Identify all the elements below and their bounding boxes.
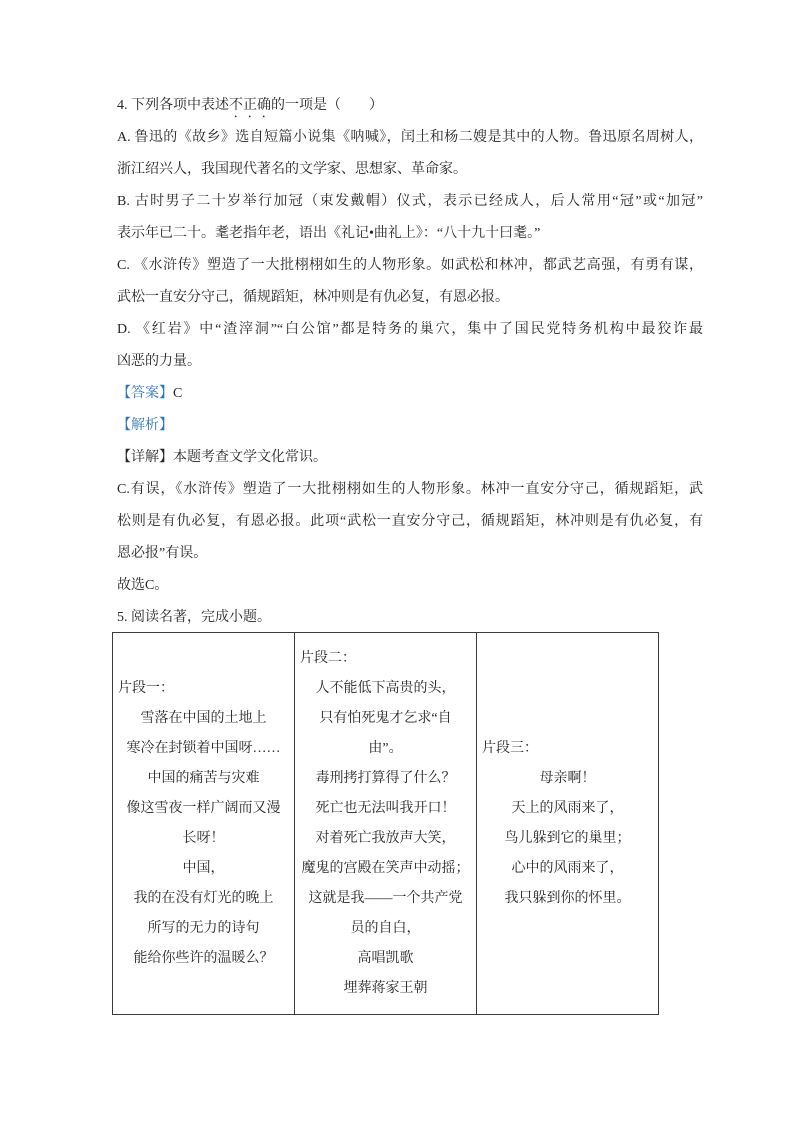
text-line: 浙江绍兴人，我国现代著名的文学家、思想家、革命家。	[117, 162, 467, 177]
text-line: 恩必报”有误。	[117, 546, 208, 561]
question4-option-b	[117, 186, 703, 250]
text-line: A. 鲁迅的《故乡》选自短篇小说集《呐喊》，闰土和杨二嫂是其中的人物。鲁迅原名周树人，	[117, 130, 703, 145]
conclusion-paragraph	[117, 570, 703, 602]
detail-explanation	[117, 474, 703, 570]
detail-heading-line	[117, 442, 703, 474]
text-line: 天上的风雨来了，	[511, 800, 624, 816]
analysis-line	[117, 410, 703, 442]
analysis-paragraph	[117, 410, 703, 442]
question5-stem	[117, 602, 703, 634]
answer-paragraph	[117, 378, 703, 410]
text-line: 表示年已二十。耄老指年老，语出《礼记•曲礼上》：“八十九十曰耄。”	[117, 226, 541, 241]
text-line: 这就是我——一个共产党	[308, 890, 463, 906]
fragment3-poem	[482, 764, 653, 914]
text-line: 像这雪夜一样广阔而又漫	[126, 800, 281, 816]
detail-label: 【详解】	[117, 450, 173, 465]
text-line: 雪落在中国的土地上	[140, 710, 267, 726]
text-line: C. 《水浒传》塑造了一大批栩栩如生的人物形象。如武松和林冲，都武艺高强，有勇有谋，	[117, 258, 703, 273]
question4-option-c	[117, 250, 703, 314]
text-line: 魔鬼的宫殿在笑声中动摇；	[301, 860, 470, 876]
text-line: 中国，	[182, 860, 225, 876]
text-line: 母亲啊！	[539, 770, 596, 786]
question4-stem-suffix: 的一项是（ ）	[271, 98, 383, 113]
question4-stem-line	[117, 90, 703, 122]
text-line: B. 古时男子二十岁举行加冠（束发戴帽）仪式，表示已经成人，后人常用“冠”或“加冠”	[117, 194, 703, 209]
text-line: 只有怕死鬼才乞求“自	[319, 710, 452, 726]
text-line: 由”。	[368, 740, 403, 756]
text-line: 心中的风雨来了，	[511, 860, 624, 876]
text-line: 寒冷在封锁着中国呀……	[126, 740, 281, 756]
question4-stem-emphasized: 不正确	[229, 98, 271, 113]
fragment2-poem	[300, 674, 471, 1004]
fragment3-cell	[477, 633, 659, 1015]
text-line: D. 《红岩》中“渣滓洞”“白公馆”都是特务的巢穴，集中了国民党特务机构中最狡诈最	[117, 322, 703, 337]
text-line: 死亡也无法叫我开口！	[315, 800, 456, 816]
text-line: 我的在没有灯光的晚上	[133, 890, 274, 906]
answer-line	[117, 378, 703, 410]
question4-option-d	[117, 314, 703, 378]
fragment2-cell	[295, 633, 477, 1015]
text-line: 武松一直安分守己，循规蹈矩，林冲则是有仇必复，有恩必报。	[117, 290, 509, 305]
text-line: 毒刑拷打算得了什么？	[315, 770, 456, 786]
text-line: C.有误，《水浒传》塑造了一大批栩栩如生的人物形象。林冲一直安分守己，循规蹈矩，武	[117, 482, 703, 497]
fragment1-cell	[113, 633, 295, 1015]
analysis-label: 【解析】	[117, 418, 173, 433]
text-line: 高唱凯歌	[357, 950, 414, 966]
detail-intro: 本题考查文学文化常识。	[173, 450, 327, 465]
fragment2-label: 片段二：	[300, 650, 356, 666]
question4-stem	[117, 90, 703, 122]
text-line: 员的自白，	[350, 920, 421, 936]
conclusion-line: 故选C。	[117, 578, 169, 593]
text-line: 人不能低下高贵的头，	[315, 680, 456, 696]
text-line: 长呀！	[182, 830, 225, 846]
fragment3-label: 片段三：	[482, 740, 538, 756]
text-line: 埋葬蒋家王朝	[343, 980, 428, 996]
question4-option-a	[117, 122, 703, 186]
text-line: 能给你些许的温暖么？	[133, 950, 274, 966]
text-line: 中国的痛苦与灾难	[147, 770, 260, 786]
answer-label: 【答案】	[117, 386, 173, 401]
question5-stem-line: 5. 阅读名著，完成小题。	[117, 610, 271, 625]
poem-fragments-table	[112, 632, 659, 1015]
text-line: 我只躲到你的怀里。	[504, 890, 631, 906]
answer-value: C	[173, 386, 183, 401]
fragment1-poem	[118, 704, 289, 974]
question4-stem-prefix: 4. 下列各项中表述	[117, 98, 229, 113]
fragment1-label: 片段一：	[118, 680, 174, 696]
text-line: 凶恶的力量。	[117, 354, 201, 369]
poem-table-row	[113, 633, 659, 1015]
text-line: 松则是有仇必复，有恩必报。此项“武松一直安分守己，循规蹈矩，林冲则是有仇必复，有	[117, 514, 703, 529]
text-line: 对着死亡我放声大笑，	[315, 830, 456, 846]
text-line: 鸟儿躲到它的巢里；	[504, 830, 631, 846]
text-line: 所写的无力的诗句	[147, 920, 260, 936]
detail-heading-paragraph	[117, 442, 703, 474]
